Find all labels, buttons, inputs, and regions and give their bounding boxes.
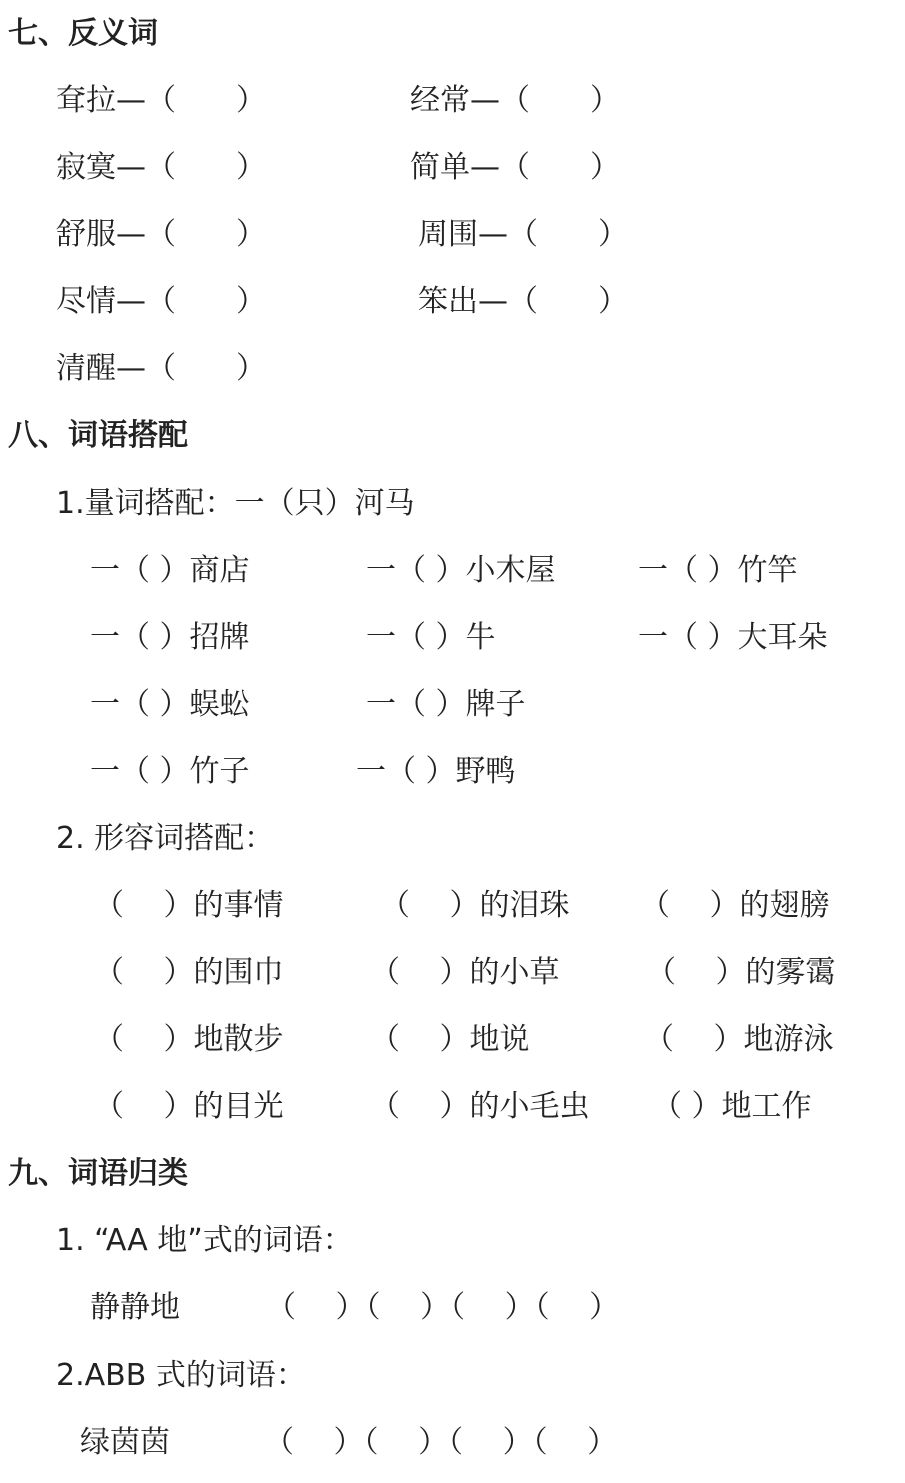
measure-item: 一（ ）蜈蚣 (90, 687, 250, 722)
section-9-title: 九、词语归类 (8, 1156, 188, 1191)
adjective-item: （ ）地说 (370, 1022, 530, 1057)
example-word: 静静地 (90, 1290, 180, 1325)
measure-item: 一（ ）野鸭 (356, 754, 516, 789)
measure-item: 一（ ）商店 (90, 553, 250, 588)
section-7-title: 七、反义词 (8, 16, 158, 51)
antonym-item: 简单—（ ） (410, 150, 620, 185)
antonym-item: 清醒—（ ） (56, 351, 266, 386)
subsection-title: 2.ABB 式的词语： (56, 1358, 306, 1393)
measure-item: 一（ ）牌子 (366, 687, 526, 722)
adjective-item: （ ）的小草 (370, 955, 560, 990)
antonym-item: 周围—（ ） (418, 217, 628, 252)
antonym-item: 尽情—（ ） (56, 284, 266, 319)
measure-item: 一（ ）大耳朵 (638, 620, 828, 655)
adjective-item: （ ）地工作 (652, 1089, 812, 1124)
adjective-item: （ ）的小毛虫 (370, 1089, 590, 1124)
section-8-title: 八、词语搭配 (8, 418, 188, 453)
measure-item: 一（ ）小木屋 (366, 553, 556, 588)
measure-item: 一（ ）竹子 (90, 754, 250, 789)
adjective-item: （ ）地游泳 (644, 1022, 834, 1057)
adjective-item: （ ）的事情 (94, 888, 284, 923)
adjective-item: （ ）的围巾 (94, 955, 284, 990)
antonym-item: 经常—（ ） (410, 83, 620, 118)
subsection-title: 1.量词搭配：一（只）河马 (56, 486, 415, 521)
subsection-title: 2. 形容词搭配： (56, 821, 275, 856)
antonym-item: 寂寞—（ ） (56, 150, 266, 185)
antonym-item: 耷拉—（ ） (56, 83, 266, 118)
measure-item: 一（ ）竹竿 (638, 553, 798, 588)
adjective-item: （ ）地散步 (94, 1022, 284, 1057)
blank-row: （ ）（ ）（ ）（ ） (266, 1290, 620, 1325)
blank-row: （ ）（ ）（ ）（ ） (264, 1425, 618, 1460)
adjective-item: （ ）的泪珠 (380, 888, 570, 923)
adjective-item: （ ）的雾霭 (646, 955, 836, 990)
antonym-item: 舒服—（ ） (56, 217, 266, 252)
measure-item: 一（ ）牛 (366, 620, 496, 655)
example-word: 绿茵茵 (80, 1425, 170, 1460)
adjective-item: （ ）的翅膀 (640, 888, 830, 923)
measure-item: 一（ ）招牌 (90, 620, 250, 655)
antonym-item: 笨出—（ ） (418, 284, 628, 319)
adjective-item: （ ）的目光 (94, 1089, 284, 1124)
subsection-title: 1. “AA 地”式的词语： (56, 1223, 353, 1258)
